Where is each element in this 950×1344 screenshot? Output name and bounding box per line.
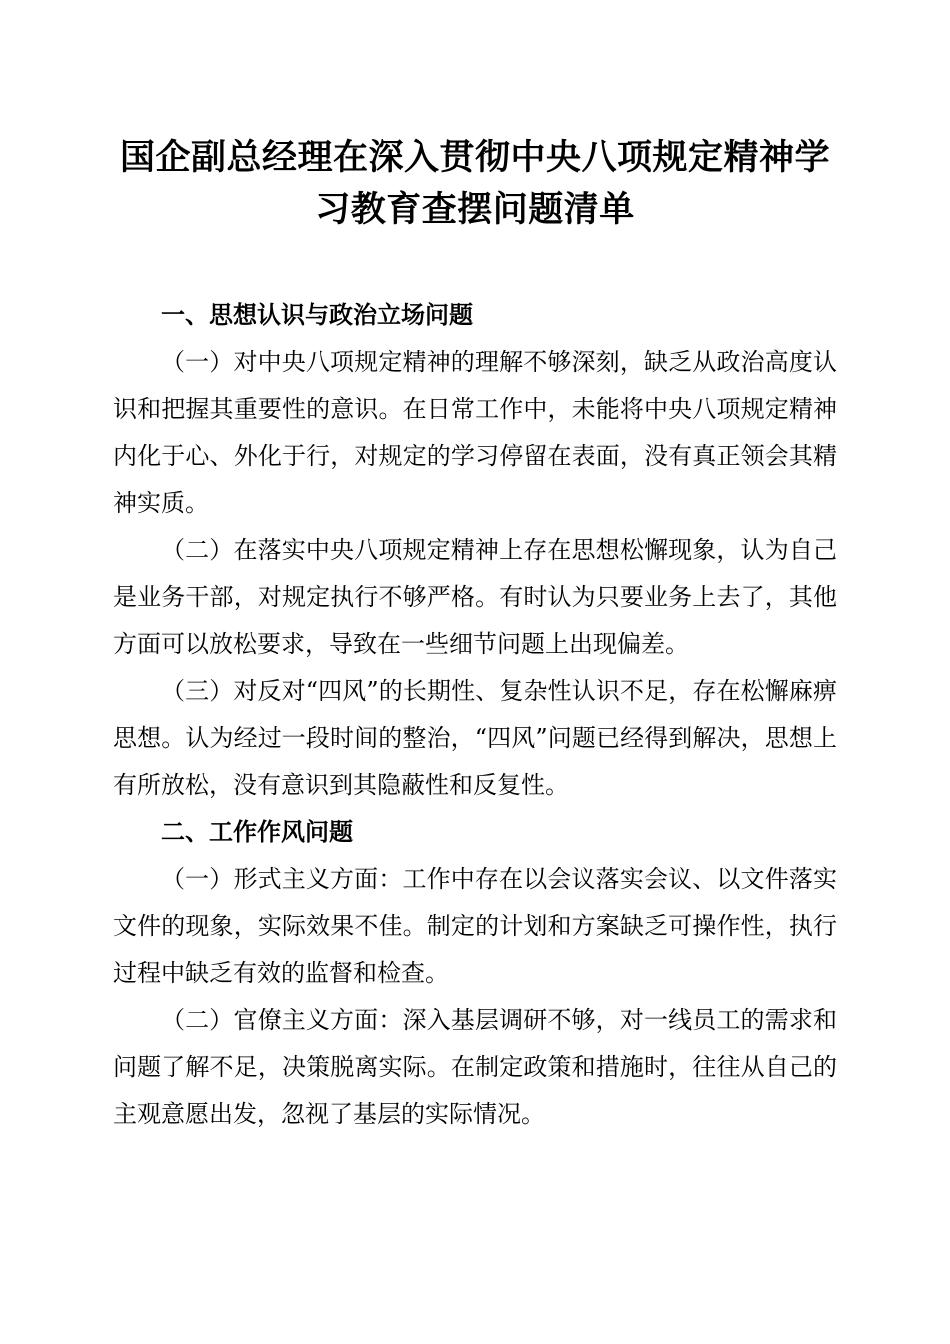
document-body <box>113 292 837 1138</box>
body-paragraph: （三）对反对“四风”的长期性、复杂性认识不足，存在松懈麻痹思想。认为经过一段时间的整治，“四风”问题已经得到解决，思想上有所放松，没有意识到其隐蔽性和反复性。 <box>113 677 837 799</box>
section-heading: 一、思想认识与政治立场问题 <box>161 302 473 329</box>
body-paragraph: （一）形式主义方面：工作中存在以会议落实会议、以文件落实文件的现象，实际效果不佳。制定的计划和方案缺乏可操作性，执行过程中缺乏有效的监督和检查。 <box>113 865 837 987</box>
body-paragraph: （二）在落实中央八项规定精神上存在思想松懈现象，认为自己是业务干部，对规定执行不够严格。有时认为只要业务上去了，其他方面可以放松要求，导致在一些细节问题上出现偏差。 <box>113 536 837 658</box>
body-paragraph: （一）对中央八项规定精神的理解不够深刻，缺乏从政治高度认识和把握其重要性的意识。在日常工作中，未能将中央八项规定精神内化于心、外化于行，对规定的学习停留在表面，没有真正领会其精神实质。 <box>113 348 837 517</box>
body-paragraph: （二）官僚主义方面：深入基层调研不够，对一线员工的需求和问题了解不足，决策脱离实际。在制定政策和措施时，往往从自己的主观意愿出发，忽视了基层的实际情况。 <box>113 1006 837 1128</box>
section-heading: 二、工作作风问题 <box>161 819 353 846</box>
document-title: 国企副总经理在深入贯彻中央八项规定精神学习教育查摆问题清单 <box>119 138 830 229</box>
